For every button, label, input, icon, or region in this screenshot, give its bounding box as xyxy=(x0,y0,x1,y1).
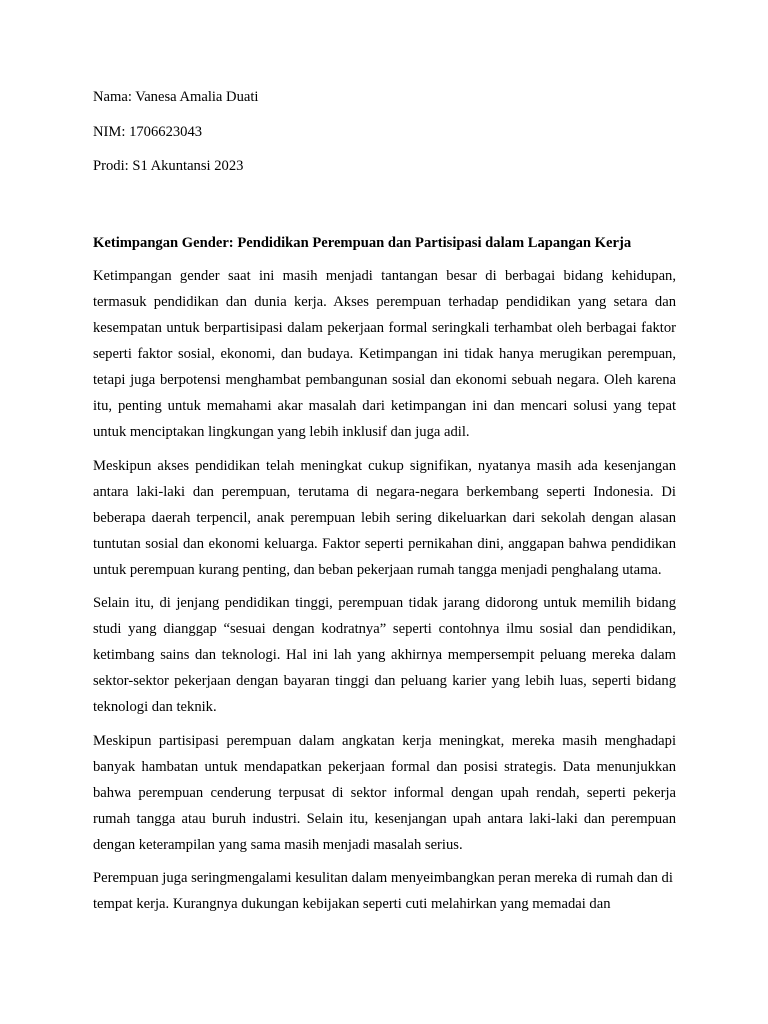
essay-body xyxy=(93,263,676,917)
paragraph: Selain itu, di jenjang pendidikan tinggi, perempuan tidak jarang didorong untuk memilih bidang studi yang dianggap “sesuai dengan kodratnya” seperti contohnya ilmu sosial dan pendidikan, ketimbang sains dan teknologi. Hal ini lah yang akhirnya mempersempit peluang mereka dalam sektor-sektor pekerjaan dengan bayaran tinggi dan peluang karier yang lebih luas, seperti bidang teknologi dan teknik. xyxy=(93,595,676,716)
paragraph: Ketimpangan gender saat ini masih menjadi tantangan besar di berbagai bidang kehidupan, termasuk pendidikan dan dunia kerja. Akses perempuan terhadap pendidikan yang setara dan kesempatan untuk berpartisipasi dalam pekerjaan formal seringkali terhambat oleh berbagai faktor seperti faktor sosial, ekonomi, dan budaya. Ketimpangan ini tidak hanya merugikan perempuan, tetapi juga berpotensi menghambat pembangunan sosial dan ekonomi sebuah negara. Oleh karena itu, penting untuk memahami akar masalah dari ketimpangan ini dan mencari solusi yang tepat untuk menciptakan lingkungan yang lebih inklusif dan juga adil. xyxy=(93,268,676,441)
study-program: Prodi: S1 Akuntansi 2023 xyxy=(93,158,244,174)
document-content xyxy=(93,84,676,917)
student-id: NIM: 1706623043 xyxy=(93,123,203,140)
paragraph: Perempuan juga seringmengalami kesulitan dalam menyeimbangkan peran mereka di rumah dan di tempat kerja. Kurangnya dukungan kebijakan seperti cuti melahirkan yang memadai dan xyxy=(93,869,673,912)
student-name: Nama: Vanesa Amalia Duati xyxy=(93,89,259,105)
essay-title: Ketimpangan Gender: Pendidikan Perempuan dan Partisipasi dalam Lapangan Kerja xyxy=(93,235,632,251)
paragraph: Meskipun partisipasi perempuan dalam angkatan kerja meningkat, mereka masih menghadapi banyak hambatan untuk mendapatkan pekerjaan formal dan posisi strategis. Data menunjukkan bahwa perempuan cenderung terpusat di sektor informal dengan upah rendah, seperti pekerja rumah tangga atau buruh industri. Selain itu, kesenjangan upah antara laki-laki dan perempuan dengan keterampilan yang sama masih menjadi masalah serius. xyxy=(93,732,676,853)
paragraph: Meskipun akses pendidikan telah meningkat cukup signifikan, nyatanya masih ada kesenjangan antara laki-laki dan perempuan, terutama di negara-negara berkembang seperti Indonesia. Di beberapa daerah terpencil, anak perempuan lebih sering dikeluarkan dari sekolah dengan alasan tuntutan sosial dan ekonomi keluarga. Faktor seperti pernikahan dini, anggapan bahwa pendidikan untuk perempuan kurang penting, dan beban pekerjaan rumah tangga menjadi penghalang utama. xyxy=(93,457,676,578)
